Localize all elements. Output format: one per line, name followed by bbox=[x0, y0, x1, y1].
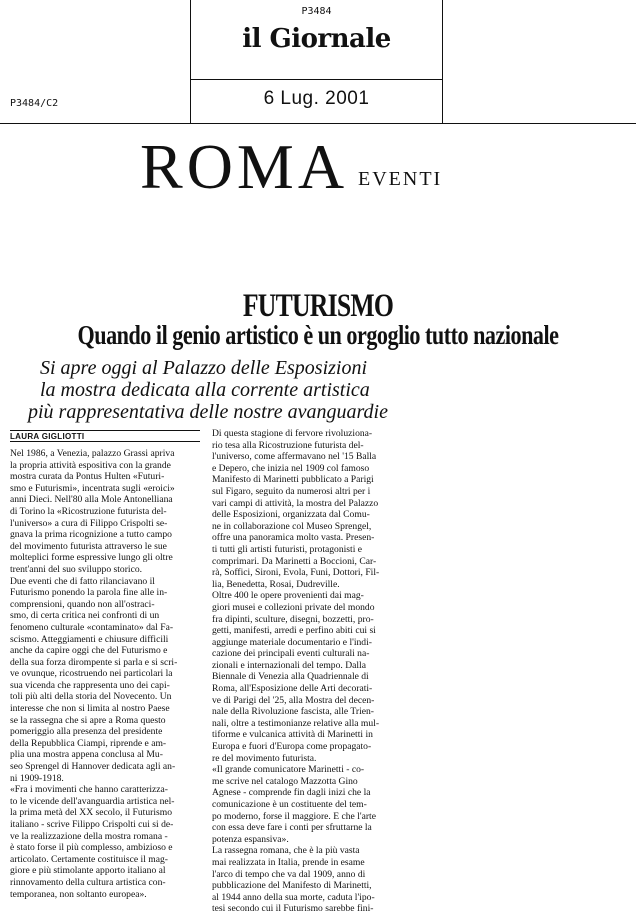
article-text-line: interesse che non si limita al nostro Paese bbox=[10, 703, 170, 715]
article-text-line: comprensioni, quando non all'ostraci- bbox=[10, 598, 155, 610]
archive-code-top: P3484 bbox=[301, 6, 332, 17]
article-kicker: FUTURISMO bbox=[242, 288, 394, 324]
article-column-2 bbox=[212, 428, 412, 915]
article-text-line: ti tutti gli artisti futuristi, protagonisti e bbox=[212, 543, 363, 555]
article-subhead bbox=[28, 357, 468, 423]
header-divider-right bbox=[442, 0, 443, 124]
article-text-line: mai realizzata in Italia, prende in esame bbox=[212, 856, 365, 868]
article-text-line: Futurismo ponendo la parola fine alle in- bbox=[10, 587, 168, 599]
article-text-line: re del movimento futurista. bbox=[212, 752, 317, 764]
article-text-line: pomeriggio alla presenza del presidente bbox=[10, 726, 163, 738]
article-text-line: La rassegna romana, che è la più vasta bbox=[212, 845, 360, 857]
article-text-line: ne in collaborazione col Museo Sprengel, bbox=[212, 520, 372, 532]
article-text-line: aggiunge materiale documentario e l'indi- bbox=[212, 636, 372, 648]
article-text-line: giori musei e collezioni private del mondo bbox=[212, 601, 375, 613]
article-text-line: italiano - scrive Filippo Crispolti cui si de- bbox=[10, 819, 174, 830]
article-text-line: toli più alti della storia del Novecento. Un bbox=[10, 691, 172, 703]
article-text-line: rà, Soffici, Sironi, Evola, Funi, Dottori, Fil- bbox=[212, 567, 380, 579]
article-text-line: offre una panoramica molto vasta. Presen- bbox=[212, 532, 375, 544]
article-text-line: anni Dieci. Nell'80 alla Mole Antonelliana bbox=[10, 494, 173, 506]
article-text-line: me scrive nel catalogo Mazzotta Gino bbox=[212, 775, 358, 787]
article-text-line: con essa deve fare i conti per sfruttarne la bbox=[212, 822, 372, 834]
article-text-line: tiforme e vulcanica attività di Marinetti in bbox=[212, 729, 373, 741]
article-text-line: Europa e fuori d'Europa come propagato- bbox=[212, 741, 372, 753]
article-text-line: della sua forza dirompente si parla e si scri- bbox=[10, 656, 178, 668]
article-text-line: getti, manifesti, arredi e perfino abiti cui si bbox=[212, 625, 376, 637]
article-text-line: ve la realizzazione della mostra romana - bbox=[10, 830, 168, 842]
article-text-line: giore e più stimolante apporto italiano al bbox=[10, 865, 166, 877]
article-text-line: molteplici forme espressive lungo gli oltre bbox=[10, 552, 173, 564]
article-text-line: l'universo, come affermavano nel '15 Balla bbox=[212, 451, 377, 463]
article-text-line: Oltre 400 le opere provenienti dai mag- bbox=[212, 590, 364, 602]
article-byline: LAURA GIGLIOTTI bbox=[10, 432, 85, 441]
article-text-line: «Il grande comunicatore Marinetti - co- bbox=[212, 764, 365, 776]
article-text-line: Di questa stagione di fervore rivoluziona- bbox=[212, 428, 373, 439]
article-text-line: temporanea, non soltanto europea». bbox=[10, 888, 147, 900]
article-text-line: gnava la prima ricognizione a tutto campo bbox=[10, 529, 172, 541]
archive-code-left: P3484/C2 bbox=[10, 98, 59, 109]
article-text-line: rinnovamento della cultura artistica con- bbox=[10, 876, 166, 888]
section-title: ROMA bbox=[140, 131, 349, 202]
article-text-line: è stato forse il più complesso, ambizioso e bbox=[10, 842, 173, 854]
article-text-line: la propria attività espositiva con la grande bbox=[10, 459, 171, 471]
article-text-line: della Repubblica Ciampi, riprende e am- bbox=[10, 737, 167, 749]
article-text-line: la prima metà del XX secolo, il Futurismo bbox=[10, 807, 172, 819]
article-text-line: cazione dei principali eventi culturali na- bbox=[212, 648, 370, 660]
article-text-line: comunicazione è un costituente del tem- bbox=[212, 799, 367, 810]
article-text-line: Nel 1986, a Venezia, palazzo Grassi apriva bbox=[10, 448, 175, 459]
article-text-line: se la rassegna che si apre a Roma questo bbox=[10, 714, 166, 726]
article-text-line: plia una mostra appena conclusa al Mu- bbox=[10, 749, 163, 761]
subhead-line: più rappresentativa delle nostre avanguardie bbox=[28, 401, 388, 423]
article-text-line: sua vicenda che rappresenta uno dei capi- bbox=[10, 679, 170, 691]
article-text-line: lia, Benedetta, Rosai, Dudreville. bbox=[212, 578, 340, 590]
subhead-line: la mostra dedicata alla corrente artistica bbox=[40, 379, 370, 401]
article-text-line: fra dipinti, sculture, disegni, bozzetti, pro- bbox=[212, 613, 374, 625]
article-text-line: rio tesa alla Ricostruzione futurista del- bbox=[212, 439, 364, 451]
article-text-line: nale della Rivoluzione fascista, alle Trien- bbox=[212, 706, 374, 718]
subhead-line: Si apre oggi al Palazzo delle Esposizioni bbox=[40, 357, 368, 379]
article-text-line: vari campi di attività, la mostra del Palazzo bbox=[212, 497, 379, 509]
article-text-line: articolato. Certamente costituisce il mag- bbox=[10, 853, 168, 865]
article-text-line: to le vicende dell'avanguardia artistica nel- bbox=[10, 795, 175, 807]
article-text-line: po moderno, forse il maggiore. E che l'arte bbox=[212, 810, 376, 822]
article-text-line: sul Figaro, seguito da numerosi altri per i bbox=[212, 485, 371, 497]
article-text-line: nali, oltre a testimonianze relative alla mul- bbox=[212, 717, 380, 729]
article-text-line: delle Esposizioni, organizzata dal Comu- bbox=[212, 509, 370, 521]
article-text-line: Biennale di Venezia alla Quadriennale di bbox=[212, 671, 369, 683]
header-divider-middle bbox=[191, 79, 442, 80]
article-text-line: zionali e internazionali del tempo. Dalla bbox=[212, 659, 366, 671]
article-text-line: Manifesto di Marinetti pubblicato a Parigi bbox=[212, 474, 374, 486]
article-text-line: scismo. Atteggiamenti e chiusure difficili bbox=[10, 633, 169, 645]
header-divider-bottom bbox=[0, 123, 636, 124]
article-text-line: mostra curata da Pontus Hulten «Futuri- bbox=[10, 471, 165, 483]
article-text-line: ve di Parigi del '25, alla Mostra del decen- bbox=[212, 694, 375, 706]
article-text-line: Due eventi che di fatto rilanciavano il bbox=[10, 575, 155, 587]
article-text-line: tesi secondo cui il Futurismo sarebbe fini- bbox=[212, 903, 374, 915]
article-text-line: e Depero, che inizia nel 1909 col famoso bbox=[212, 462, 370, 474]
article-text-line: Agnese - comprende fin dagli inizi che la bbox=[212, 787, 371, 799]
article-text-line: smo, di certa critica nei confronti di un bbox=[10, 610, 160, 622]
article-text-line: trent'anni del suo sviluppo storico. bbox=[10, 563, 143, 575]
article-text-line: fenomeno culturale «contaminato» dal Fa- bbox=[10, 621, 174, 633]
article-text-line: di Torino la «Ricostruzione futurista del- bbox=[10, 505, 167, 517]
section-subtitle: EVENTI bbox=[358, 168, 443, 190]
article-text-line: «Fra i movimenti che hanno caratterizza- bbox=[10, 784, 168, 796]
article-text-line: comprimari. Da Marinetti a Boccioni, Car- bbox=[212, 555, 377, 567]
article-text-line: seo Sprengel di Hannover dedicata agli an- bbox=[10, 761, 176, 773]
byline-rule-bottom bbox=[10, 441, 200, 442]
article-text-line: ve ovunque, ricostruendo nei particolari la bbox=[10, 668, 173, 680]
article-text-line: smo e Futurismi», incentrata sugli «eroici» bbox=[10, 482, 175, 494]
newspaper-masthead: il Giornale bbox=[242, 24, 391, 54]
byline-rule bbox=[10, 430, 200, 431]
article-text-line: Roma, all'Esposizione delle Arti decorati- bbox=[212, 683, 373, 695]
article-text-line: l'arco di tempo che va dal 1909, anno di bbox=[212, 868, 366, 880]
publication-date: 6 Lug. 2001 bbox=[263, 88, 370, 109]
article-column-1 bbox=[10, 448, 205, 900]
article-text-line: potenza espansiva». bbox=[212, 833, 289, 845]
article-text-line: pubblicazione del Manifesto di Marinetti, bbox=[212, 880, 372, 892]
article-text-line: anche da capire oggi che del Futurismo e bbox=[10, 645, 168, 657]
article-text-line: del movimento futurista attraverso le sue bbox=[10, 540, 167, 552]
article-text-line: ni 1909-1918. bbox=[10, 772, 64, 784]
article-text-line: al 1944 anno della sua morte, caduta l'ipo- bbox=[212, 891, 375, 903]
article-headline: Quando il genio artistico è un orgoglio tutto nazionale bbox=[77, 320, 559, 350]
article-text-line: l'universo» a cura di Filippo Crispolti se- bbox=[10, 517, 168, 529]
